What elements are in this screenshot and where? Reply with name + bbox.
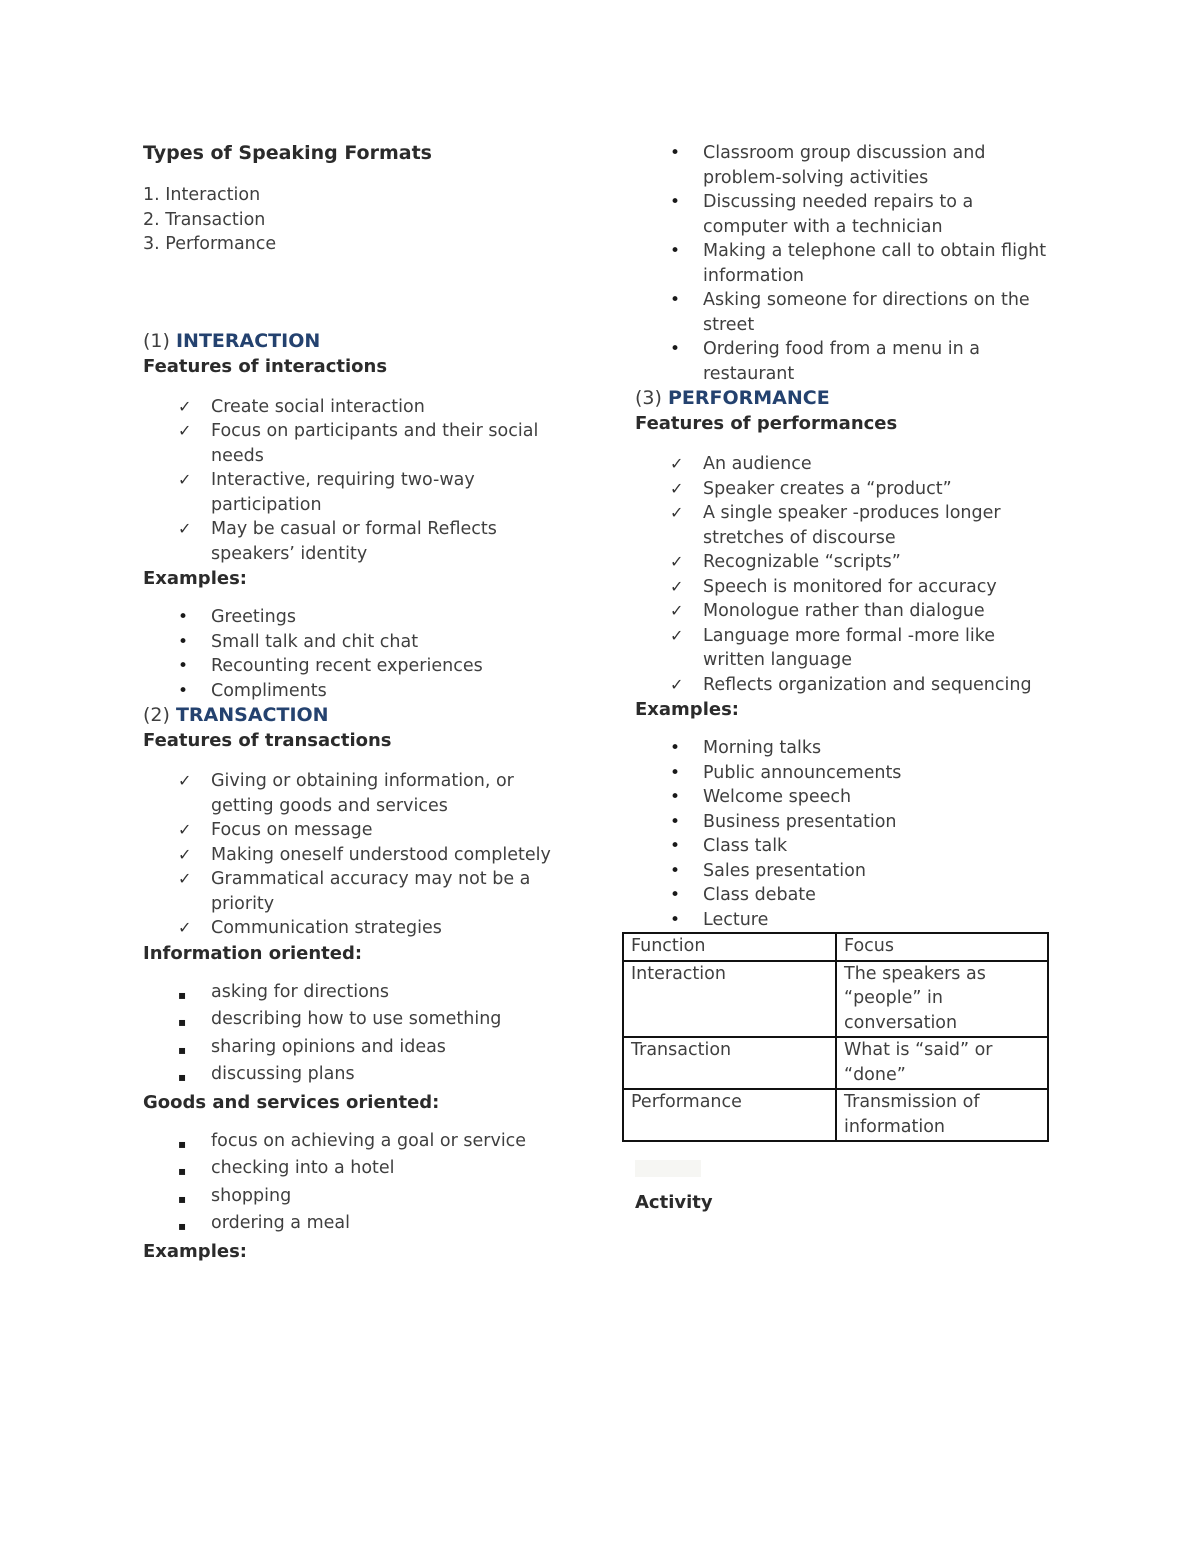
interaction-features-list — [143, 395, 580, 567]
bullet-icon: • — [178, 631, 189, 652]
bullet-icon: • — [670, 738, 681, 758]
bullet-icon: • — [670, 339, 681, 359]
example-item-text: Ordering food from a menu in a restaurant — [703, 339, 980, 384]
feature-item — [670, 501, 1055, 550]
goods-services-list — [143, 1129, 580, 1239]
square-bullet-icon: ▪ — [178, 1164, 187, 1178]
check-icon: ✓ — [670, 552, 684, 571]
section-heading-performance: PERFORMANCE — [667, 387, 830, 409]
feature-item-text: Monologue rather than dialogue — [703, 601, 985, 621]
check-icon: ✓ — [178, 519, 192, 538]
example-item — [178, 605, 580, 630]
performance-features-list — [635, 452, 1055, 697]
feature-item — [178, 468, 580, 517]
example-item-text: Class talk — [703, 836, 788, 856]
list-item — [178, 1211, 580, 1239]
example-item-text: Classroom group discussion and problem-solving activities — [703, 143, 986, 188]
example-item — [670, 736, 1055, 761]
activity-heading: Activity — [635, 1192, 713, 1213]
example-item — [670, 190, 1055, 239]
right-column — [631, 141, 1055, 1215]
feature-item-text: Making oneself understood completely — [211, 844, 551, 865]
feature-item — [178, 419, 580, 468]
bullet-icon: • — [670, 762, 681, 783]
table-header-function: Function — [623, 933, 836, 961]
transaction-examples-label: Examples: — [143, 1240, 247, 1262]
feature-item-text: May be casual or formal Reflects speakers’ identity — [211, 519, 497, 564]
feature-item — [670, 599, 1055, 624]
table-header-row — [623, 933, 1048, 961]
list-item-text: checking into a hotel — [211, 1158, 395, 1178]
bullet-icon: • — [670, 290, 681, 310]
format-item-label: 1. Interaction — [143, 185, 261, 205]
example-item — [670, 761, 1055, 786]
feature-item-text: Create social interaction — [211, 396, 425, 417]
example-item-text: Recounting recent experiences — [211, 656, 483, 676]
example-item — [670, 239, 1055, 288]
example-item-text: Asking someone for directions on the street — [703, 290, 1030, 335]
list-item — [178, 980, 580, 1008]
example-item — [178, 679, 580, 704]
bullet-icon: • — [670, 811, 681, 832]
section-subheading-transaction: Features of transactions — [143, 730, 392, 751]
square-bullet-icon: ▪ — [178, 1191, 187, 1206]
example-item — [670, 141, 1055, 190]
feature-item — [178, 395, 580, 420]
function-focus-table — [622, 932, 1049, 1142]
example-item-text: Small talk and chit chat — [211, 631, 419, 652]
square-bullet-icon: ▪ — [178, 987, 187, 1002]
check-icon: ✓ — [670, 454, 684, 473]
example-item-text: Business presentation — [703, 811, 897, 832]
check-icon: ✓ — [178, 470, 192, 489]
check-icon: ✓ — [178, 771, 192, 790]
check-icon: ✓ — [670, 601, 684, 620]
square-bullet-icon: ▪ — [178, 1015, 187, 1029]
table-row — [623, 1037, 1048, 1089]
example-item — [670, 288, 1055, 337]
example-item — [670, 785, 1055, 810]
feature-item — [178, 867, 580, 916]
table-row — [623, 961, 1048, 1038]
list-item-text: sharing opinions and ideas — [211, 1036, 446, 1057]
goods-services-label: Goods and services oriented: — [143, 1091, 440, 1113]
example-item-text: Making a telephone call to obtain flight information — [703, 241, 1047, 286]
feature-item-text: An audience — [703, 454, 812, 474]
check-icon: ✓ — [670, 625, 684, 645]
feature-item — [670, 624, 1055, 673]
feature-item — [178, 916, 580, 941]
feature-item — [670, 477, 1055, 502]
check-icon: ✓ — [178, 421, 192, 440]
example-item-text: Welcome speech — [703, 787, 852, 807]
check-icon: ✓ — [670, 576, 684, 596]
table-cell-function: Transaction — [623, 1037, 836, 1089]
check-icon: ✓ — [178, 820, 192, 839]
table-cell-focus: What is “said” or “done” — [836, 1037, 1048, 1089]
list-item-text: focus on achieving a goal or service — [211, 1130, 527, 1151]
section-head-performance — [635, 386, 1055, 436]
example-item-text: Class debate — [703, 885, 816, 905]
example-item — [670, 810, 1055, 835]
format-item — [143, 232, 580, 257]
example-item — [670, 834, 1055, 859]
format-list — [143, 183, 580, 257]
list-item-text: asking for directions — [211, 981, 390, 1002]
format-item-label: 2. Transaction — [143, 209, 266, 230]
table-cell-function: Interaction — [623, 961, 836, 1038]
table-cell-focus: The speakers as “people” in conversation — [836, 961, 1048, 1038]
table-header-focus: Focus — [836, 933, 1048, 961]
feature-item — [178, 818, 580, 843]
example-item — [670, 337, 1055, 386]
information-oriented-label: Information oriented: — [143, 942, 363, 964]
section-heading-transaction: TRANSACTION — [175, 704, 329, 726]
feature-item-text: Interactive, requiring two-way participation — [211, 470, 475, 515]
feature-item-text: Focus on message — [211, 820, 373, 840]
table-body — [623, 961, 1048, 1142]
feature-item-text: Speaker creates a “product” — [703, 478, 952, 499]
feature-item-text: Language more formal -more like written language — [703, 625, 995, 670]
square-bullet-icon: ▪ — [178, 1136, 187, 1151]
feature-item-text: Communication strategies — [211, 918, 442, 938]
feature-item-text: Recognizable “scripts” — [703, 552, 901, 572]
left-column — [143, 141, 580, 1278]
feature-item — [178, 769, 580, 818]
list-item — [178, 1035, 580, 1063]
feature-item — [670, 575, 1055, 600]
example-item — [178, 654, 580, 679]
section-number: (3) — [635, 387, 662, 409]
example-item — [670, 859, 1055, 884]
example-item — [670, 883, 1055, 908]
highlight-blank — [635, 1160, 701, 1177]
information-oriented-list — [143, 980, 580, 1090]
table-row — [623, 1089, 1048, 1141]
bullet-icon: • — [670, 836, 681, 856]
feature-item-text: Grammatical accuracy may not be a priority — [211, 869, 531, 914]
list-item — [178, 1184, 580, 1212]
bullet-icon: • — [670, 192, 681, 212]
example-item-text: Sales presentation — [703, 860, 866, 881]
bullet-icon: • — [670, 860, 681, 881]
section-subheading-interaction: Features of interactions — [143, 355, 388, 377]
list-item-text: discussing plans — [211, 1064, 355, 1084]
example-item-text: Compliments — [211, 680, 327, 701]
bullet-icon: • — [178, 656, 189, 676]
check-icon: ✓ — [670, 503, 684, 522]
section-number: (1) — [143, 329, 170, 352]
example-item-text: Greetings — [211, 607, 296, 627]
feature-item-text: Speech is monitored for accuracy — [703, 576, 997, 597]
transaction-features-list — [143, 769, 580, 941]
table-cell-focus: Transmission of information — [836, 1089, 1048, 1141]
example-item-text: Discussing needed repairs to a computer with a technician — [703, 192, 974, 237]
table-cell-function: Performance — [623, 1089, 836, 1141]
list-item — [178, 1007, 580, 1035]
feature-item — [670, 452, 1055, 477]
bullet-icon: • — [670, 143, 681, 163]
check-icon: ✓ — [178, 396, 192, 416]
section-number: (2) — [143, 704, 170, 726]
check-icon: ✓ — [178, 869, 192, 888]
example-item-text: Morning talks — [703, 738, 822, 758]
section-subheading-performance: Features of performances — [635, 413, 898, 434]
bullet-icon: • — [670, 885, 681, 905]
example-item-text: Public announcements — [703, 762, 902, 783]
transaction-examples-list — [635, 141, 1055, 386]
feature-item — [670, 673, 1055, 698]
interaction-examples-label: Examples: — [143, 568, 247, 589]
list-item — [178, 1129, 580, 1157]
list-item — [178, 1062, 580, 1090]
feature-item-text: Focus on participants and their social needs — [211, 421, 539, 466]
check-icon: ✓ — [670, 674, 684, 694]
list-item — [178, 1156, 580, 1184]
square-bullet-icon: ▪ — [178, 1042, 187, 1057]
example-item — [670, 908, 1055, 933]
section-heading-interaction: INTERACTION — [175, 329, 321, 352]
example-item — [178, 630, 580, 655]
performance-examples-list — [635, 736, 1055, 932]
check-icon: ✓ — [178, 844, 192, 864]
interaction-examples-list — [143, 605, 580, 703]
feature-item-text: Reflects organization and sequencing — [703, 674, 1032, 695]
bullet-icon: • — [670, 909, 681, 930]
feature-item-text: Giving or obtaining information, or getting goods and services — [211, 771, 514, 816]
list-item-text: shopping — [211, 1185, 292, 1206]
page-title: Types of Speaking Formats — [143, 142, 432, 164]
square-bullet-icon: ▪ — [178, 1219, 187, 1233]
format-item-label: 3. Performance — [143, 234, 277, 254]
feature-item — [670, 550, 1055, 575]
performance-examples-label: Examples: — [635, 699, 739, 720]
section-head-interaction — [143, 329, 580, 379]
bullet-icon: • — [178, 680, 189, 701]
check-icon: ✓ — [178, 918, 192, 937]
feature-item — [178, 843, 580, 868]
format-item — [143, 208, 580, 233]
section-head-transaction — [143, 703, 580, 753]
bullet-icon: • — [670, 787, 681, 807]
list-item-text: describing how to use something — [211, 1009, 502, 1029]
feature-item-text: A single speaker -produces longer stretches of discourse — [703, 503, 1001, 548]
feature-item — [178, 517, 580, 566]
format-item — [143, 183, 580, 208]
check-icon: ✓ — [670, 478, 684, 498]
example-item-text: Lecture — [703, 909, 769, 930]
bullet-icon: • — [178, 607, 189, 627]
bullet-icon: • — [670, 241, 681, 261]
square-bullet-icon: ▪ — [178, 1070, 187, 1084]
list-item-text: ordering a meal — [211, 1213, 350, 1233]
